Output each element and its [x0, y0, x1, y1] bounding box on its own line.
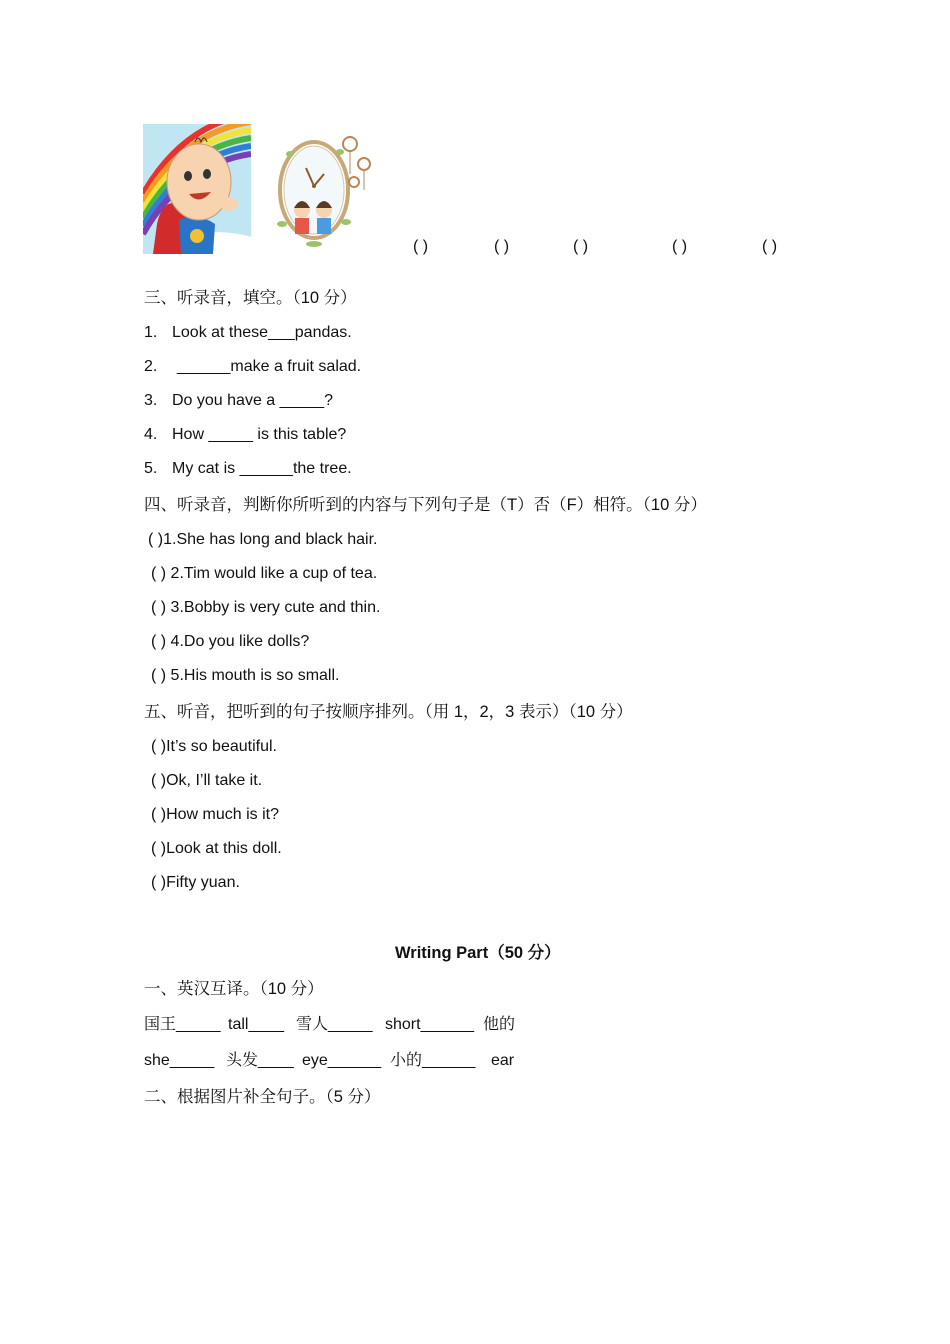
answer-paren[interactable]: ( ) — [672, 238, 688, 255]
order-item: ( )It’s so beautiful. — [151, 738, 277, 755]
translate-item: ear — [491, 1052, 515, 1069]
section3-heading: 三、听录音，填空。（10 分） — [144, 289, 357, 307]
translate-item: short______ — [385, 1016, 474, 1033]
translate-item: she_____ — [144, 1052, 215, 1069]
fill-item-number: 1. — [144, 324, 158, 341]
order-item: ( )Look at this doll. — [151, 840, 282, 857]
fill-item-number: 3. — [144, 392, 158, 409]
fill-item-number: 4. — [144, 426, 158, 443]
translate-item: eye______ — [302, 1052, 382, 1069]
translate-item: 雪人_____ — [296, 1016, 373, 1033]
translate-item: tall____ — [228, 1016, 285, 1033]
fill-item-text: ______make a fruit salad. — [177, 358, 362, 375]
section4-heading: 四、听录音，判断你所听到的内容与下列句子是（T）否（F）相符。（10 分） — [144, 496, 707, 514]
cartoon-superboy-image — [143, 124, 251, 254]
fill-item-number: 2. — [144, 358, 158, 375]
answer-paren[interactable]: ( ) — [762, 238, 778, 255]
judge-item: ( ) 5.His mouth is so small. — [151, 667, 340, 684]
order-item: ( )Ok, I’ll take it. — [151, 772, 263, 789]
fill-item-text: Look at these___pandas. — [172, 324, 352, 341]
judge-item: ( ) 3.Bobby is very cute and thin. — [151, 599, 381, 616]
section5-heading: 五、听音，把听到的句子按顺序排列。（用 1，2，3 表示）（10 分） — [144, 703, 633, 721]
order-item: ( )Fifty yuan. — [151, 874, 240, 891]
fill-item-text: Do you have a _____? — [172, 392, 334, 409]
translate-item: 国王_____ — [144, 1016, 221, 1033]
translate-item: 头发____ — [226, 1052, 294, 1069]
fill-item-text: How _____ is this table? — [172, 426, 347, 443]
judge-item: ( ) 2.Tim would like a cup of tea. — [151, 565, 378, 582]
clock-children-image — [262, 124, 374, 254]
writing-sec2-heading: 二、根据图片补全句子。（5 分） — [144, 1088, 381, 1106]
fill-item-number: 5. — [144, 460, 158, 477]
judge-item: ( )1.She has long and black hair. — [148, 531, 378, 548]
answer-paren[interactable]: ( ) — [573, 238, 589, 255]
writing-sec1-heading: 一、英汉互译。（10 分） — [144, 980, 324, 998]
order-item: ( )How much is it? — [151, 806, 280, 823]
answer-paren[interactable]: ( ) — [494, 238, 510, 255]
translate-item: 他的 — [483, 1016, 516, 1033]
judge-item: ( ) 4.Do you like dolls? — [151, 633, 310, 650]
fill-item-text: My cat is ______the tree. — [172, 460, 352, 477]
translate-item: 小的______ — [390, 1052, 476, 1069]
answer-paren[interactable]: ( ) — [413, 238, 429, 255]
writing-part-title: Writing Part（50 分） — [395, 944, 561, 962]
